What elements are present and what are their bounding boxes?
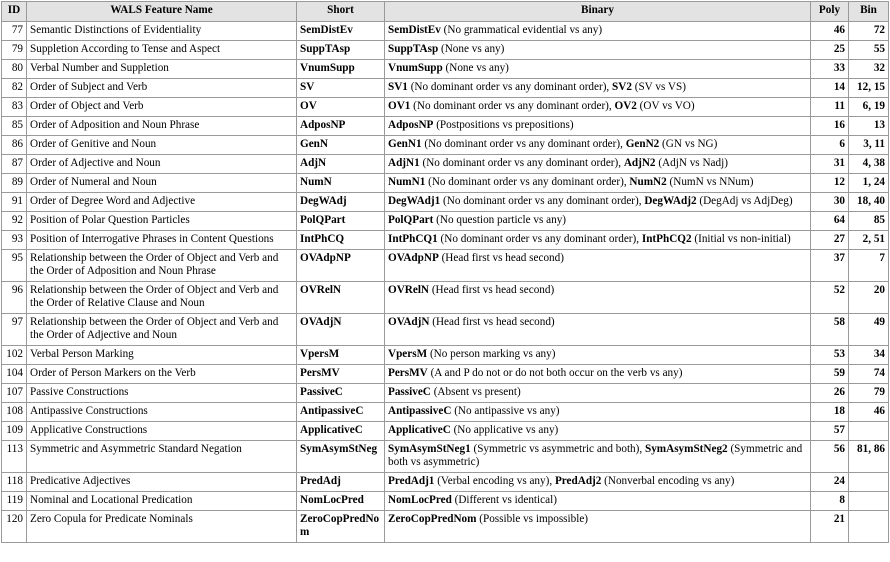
table-row: [2, 193, 889, 212]
poly-count-cell: 14: [811, 79, 849, 98]
feature-id-cell: 89: [2, 174, 27, 193]
binary-description: (None vs any): [438, 43, 505, 55]
bin-values-cell: 81, 86: [849, 441, 889, 473]
short-code-cell: PersMV: [297, 365, 385, 384]
poly-count-cell: 52: [811, 282, 849, 314]
table-row: [2, 492, 889, 511]
binary-description: (No grammatical evidential vs any): [440, 24, 603, 36]
binary-description-cell: [385, 282, 811, 314]
binary-code: AntipassiveC: [388, 405, 452, 417]
bin-values-cell: 32: [849, 60, 889, 79]
binary-description-cell: [385, 511, 811, 543]
binary-description: (No dominant order vs any dominant order),: [419, 157, 624, 169]
binary-code: AdjN1: [388, 157, 420, 169]
feature-name-cell: Applicative Constructions: [27, 422, 297, 441]
binary-description: (No applicative vs any): [450, 424, 559, 436]
short-code-cell: NomLocPred: [297, 492, 385, 511]
binary-description: (Symmetric and both vs asymmetric): [388, 443, 803, 468]
feature-id-cell: 102: [2, 346, 27, 365]
feature-id-cell: 82: [2, 79, 27, 98]
binary-description: (No dominant order vs any dominant order),: [437, 233, 642, 245]
binary-code: PredAdj2: [554, 475, 602, 487]
short-code-cell: SemDistEv: [297, 22, 385, 41]
poly-count-cell: 59: [811, 365, 849, 384]
poly-count-cell: 25: [811, 41, 849, 60]
binary-description: (OV vs VO): [636, 100, 695, 112]
binary-description: (Head first vs head second): [438, 252, 564, 264]
table-row: [2, 250, 889, 282]
binary-description-cell: [385, 22, 811, 41]
binary-code: PassiveC: [388, 386, 431, 398]
binary-description-cell: [385, 60, 811, 79]
feature-id-cell: 79: [2, 41, 27, 60]
table-row: [2, 41, 889, 60]
binary-description-cell: [385, 98, 811, 117]
short-code-cell: VnumSupp: [297, 60, 385, 79]
short-code-cell: PredAdj: [297, 473, 385, 492]
feature-id-cell: 109: [2, 422, 27, 441]
poly-count-cell: 31: [811, 155, 849, 174]
binary-code: SemDistEv: [388, 24, 441, 36]
feature-id-cell: 113: [2, 441, 27, 473]
table-row: [2, 365, 889, 384]
feature-id-cell: 91: [2, 193, 27, 212]
binary-description: (No dominant order vs any dominant order),: [425, 176, 630, 188]
bin-values-cell: 72: [849, 22, 889, 41]
bin-values-cell: 2, 51: [849, 231, 889, 250]
binary-code: SymAsymStNeg2: [644, 443, 728, 455]
short-code-cell: GenN: [297, 136, 385, 155]
short-column-header: Short: [297, 2, 385, 22]
feature-id-cell: 104: [2, 365, 27, 384]
poly-count-cell: 30: [811, 193, 849, 212]
binary-code: AdposNP: [388, 119, 434, 131]
binary-description: (No dominant order vs any dominant order),: [407, 81, 613, 93]
binary-column-header: Binary: [385, 2, 811, 22]
binary-code: PolQPart: [388, 214, 434, 226]
bin-values-cell: 18, 40: [849, 193, 889, 212]
short-code-cell: DegWAdj: [297, 193, 385, 212]
feature-id-cell: 87: [2, 155, 27, 174]
binary-code: OV1: [388, 100, 411, 112]
bin-values-cell: 13: [849, 117, 889, 136]
bin-values-cell: 3, 11: [849, 136, 889, 155]
binary-description-cell: [385, 441, 811, 473]
binary-code: IntPhCQ1: [388, 233, 438, 245]
binary-description-cell: [385, 314, 811, 346]
table-row: [2, 212, 889, 231]
short-code-cell: VpersM: [297, 346, 385, 365]
feature-name-cell: Order of Object and Verb: [27, 98, 297, 117]
id-column-header: ID: [2, 2, 27, 22]
poly-count-cell: 26: [811, 384, 849, 403]
short-code-cell: PassiveC: [297, 384, 385, 403]
binary-description: (A and P do not or do not both occur on the verb vs any): [427, 367, 683, 379]
bin-values-cell: 79: [849, 384, 889, 403]
binary-code: PersMV: [388, 367, 428, 379]
binary-description-cell: [385, 41, 811, 60]
bin-values-cell: 7: [849, 250, 889, 282]
feature-name-cell: Zero Copula for Predicate Nominals: [27, 511, 297, 543]
table-row: [2, 174, 889, 193]
binary-code: OV2: [614, 100, 637, 112]
poly-count-cell: 46: [811, 22, 849, 41]
poly-column-header: Poly: [811, 2, 849, 22]
short-code-cell: OVRelN: [297, 282, 385, 314]
poly-count-cell: 56: [811, 441, 849, 473]
table-row: [2, 136, 889, 155]
short-code-cell: SV: [297, 79, 385, 98]
binary-code: NumN1: [388, 176, 426, 188]
bin-values-cell: [849, 473, 889, 492]
table-row: [2, 282, 889, 314]
feature-id-cell: 108: [2, 403, 27, 422]
table-row: [2, 403, 889, 422]
binary-code: AdjN2: [623, 157, 656, 169]
table-row: [2, 60, 889, 79]
binary-description: (None vs any): [442, 62, 509, 74]
short-code-cell: NumN: [297, 174, 385, 193]
poly-count-cell: 33: [811, 60, 849, 79]
short-code-cell: OVAdjN: [297, 314, 385, 346]
short-code-cell: ZeroCopPredNom: [297, 511, 385, 543]
poly-count-cell: 8: [811, 492, 849, 511]
bin-column-header: Bin: [849, 2, 889, 22]
binary-code: SV2: [612, 81, 632, 93]
table-header: [2, 2, 889, 22]
table-row: [2, 117, 889, 136]
feature-name-cell: Predicative Adjectives: [27, 473, 297, 492]
feature-id-cell: 92: [2, 212, 27, 231]
binary-code: IntPhCQ2: [641, 233, 692, 245]
poly-count-cell: 16: [811, 117, 849, 136]
table-row: [2, 441, 889, 473]
binary-description: (No dominant order vs any dominant order),: [410, 100, 615, 112]
binary-code: PredAdj1: [388, 475, 435, 487]
feature-name-cell: Order of Genitive and Noun: [27, 136, 297, 155]
binary-code: DegWAdj1: [388, 195, 441, 207]
binary-description-cell: [385, 473, 811, 492]
binary-description-cell: [385, 384, 811, 403]
bin-values-cell: 20: [849, 282, 889, 314]
binary-code: VpersM: [388, 348, 428, 360]
poly-count-cell: 53: [811, 346, 849, 365]
feature-name-cell: Relationship between the Order of Object and Verb and the Order of Adjective and Noun: [27, 314, 297, 346]
binary-description: (GN vs NG): [659, 138, 718, 150]
binary-description: (No dominant order vs any dominant order),: [440, 195, 645, 207]
table-row: [2, 346, 889, 365]
binary-description-cell: [385, 231, 811, 250]
poly-count-cell: 64: [811, 212, 849, 231]
feature-id-cell: 80: [2, 60, 27, 79]
table-row: [2, 314, 889, 346]
short-code-cell: SymAsymStNeg: [297, 441, 385, 473]
binary-description: (Initial vs non-initial): [691, 233, 791, 245]
poly-count-cell: 24: [811, 473, 849, 492]
table-row: [2, 22, 889, 41]
feature-name-cell: Passive Constructions: [27, 384, 297, 403]
feature-id-cell: 83: [2, 98, 27, 117]
binary-description-cell: [385, 492, 811, 511]
binary-code: ApplicativeC: [388, 424, 451, 436]
binary-description-cell: [385, 346, 811, 365]
binary-code: SymAsymStNeg1: [388, 443, 471, 455]
feature-name-cell: Relationship between the Order of Object and Verb and the Order of Adposition and Noun Phrase: [27, 250, 297, 282]
binary-code: SV1: [388, 81, 408, 93]
feature-name-cell: Position of Interrogative Phrases in Content Questions: [27, 231, 297, 250]
table-row: [2, 473, 889, 492]
table-row: [2, 79, 889, 98]
table-row: [2, 384, 889, 403]
table-row: [2, 231, 889, 250]
poly-count-cell: 57: [811, 422, 849, 441]
feature-id-cell: 97: [2, 314, 27, 346]
poly-count-cell: 27: [811, 231, 849, 250]
binary-description-cell: [385, 422, 811, 441]
bin-values-cell: 55: [849, 41, 889, 60]
feature-id-cell: 95: [2, 250, 27, 282]
binary-description: (Absent vs present): [430, 386, 521, 398]
short-code-cell: OV: [297, 98, 385, 117]
feature-id-cell: 120: [2, 511, 27, 543]
feature-name-cell: Nominal and Locational Predication: [27, 492, 297, 511]
binary-description-cell: [385, 136, 811, 155]
feature-name-cell: Order of Person Markers on the Verb: [27, 365, 297, 384]
binary-code: ZeroCopPredNom: [388, 513, 477, 525]
poly-count-cell: 18: [811, 403, 849, 422]
binary-description: (Verbal encoding vs any),: [434, 475, 555, 487]
bin-values-cell: [849, 492, 889, 511]
bin-values-cell: 4, 38: [849, 155, 889, 174]
binary-description-cell: [385, 403, 811, 422]
binary-description-cell: [385, 79, 811, 98]
table-body: [2, 22, 889, 543]
bin-values-cell: 74: [849, 365, 889, 384]
wals-features-table: [1, 1, 889, 543]
poly-count-cell: 58: [811, 314, 849, 346]
feature-name-cell: Order of Degree Word and Adjective: [27, 193, 297, 212]
feature-name-cell: Position of Polar Question Particles: [27, 212, 297, 231]
binary-description: (DegAdj vs AdjDeg): [696, 195, 793, 207]
table-row: [2, 511, 889, 543]
binary-description-cell: [385, 365, 811, 384]
feature-name-cell: Order of Adjective and Noun: [27, 155, 297, 174]
table-row: [2, 98, 889, 117]
short-code-cell: IntPhCQ: [297, 231, 385, 250]
feature-id-cell: 107: [2, 384, 27, 403]
short-code-cell: AdjN: [297, 155, 385, 174]
binary-description: (No question particle vs any): [433, 214, 567, 226]
feature-name-cell: Verbal Person Marking: [27, 346, 297, 365]
binary-description: (NumN vs NNum): [666, 176, 754, 188]
feature-name-column-header: WALS Feature Name: [27, 2, 297, 22]
bin-values-cell: [849, 422, 889, 441]
binary-code: SuppTAsp: [388, 43, 439, 55]
binary-code: OVRelN: [388, 284, 430, 296]
bin-values-cell: [849, 511, 889, 543]
binary-description-cell: [385, 250, 811, 282]
short-code-cell: AntipassiveC: [297, 403, 385, 422]
poly-count-cell: 21: [811, 511, 849, 543]
short-code-cell: PolQPart: [297, 212, 385, 231]
feature-name-cell: Relationship between the Order of Object and Verb and the Order of Relative Clause and Noun: [27, 282, 297, 314]
feature-name-cell: Suppletion According to Tense and Aspect: [27, 41, 297, 60]
binary-description-cell: [385, 174, 811, 193]
table-row: [2, 422, 889, 441]
binary-description-cell: [385, 212, 811, 231]
binary-code: OVAdpNP: [388, 252, 439, 264]
binary-code: OVAdjN: [388, 316, 430, 328]
feature-id-cell: 96: [2, 282, 27, 314]
feature-id-cell: 77: [2, 22, 27, 41]
feature-id-cell: 93: [2, 231, 27, 250]
feature-id-cell: 119: [2, 492, 27, 511]
header-row: [2, 2, 889, 22]
bin-values-cell: 1, 24: [849, 174, 889, 193]
binary-code: GenN1: [388, 138, 422, 150]
binary-description: (Different vs identical): [451, 494, 557, 506]
binary-description: (Postpositions vs prepositions): [433, 119, 574, 131]
binary-code: NumN2: [629, 176, 667, 188]
bin-values-cell: 49: [849, 314, 889, 346]
feature-id-cell: 85: [2, 117, 27, 136]
binary-code: NomLocPred: [388, 494, 452, 506]
binary-description: (SV vs VS): [631, 81, 686, 93]
binary-description: (No antipassive vs any): [451, 405, 560, 417]
binary-description: (Nonverbal encoding vs any): [601, 475, 735, 487]
bin-values-cell: 85: [849, 212, 889, 231]
short-code-cell: ApplicativeC: [297, 422, 385, 441]
bin-values-cell: 12, 15: [849, 79, 889, 98]
bin-values-cell: 34: [849, 346, 889, 365]
binary-code: DegWAdj2: [644, 195, 697, 207]
feature-name-cell: Antipassive Constructions: [27, 403, 297, 422]
binary-description-cell: [385, 193, 811, 212]
short-code-cell: AdposNP: [297, 117, 385, 136]
binary-description-cell: [385, 155, 811, 174]
binary-description: (No person marking vs any): [427, 348, 556, 360]
poly-count-cell: 11: [811, 98, 849, 117]
binary-description: (AdjN vs Nadj): [655, 157, 728, 169]
binary-code: GenN2: [625, 138, 660, 150]
poly-count-cell: 37: [811, 250, 849, 282]
feature-name-cell: Order of Numeral and Noun: [27, 174, 297, 193]
feature-id-cell: 86: [2, 136, 27, 155]
binary-description: (Possible vs impossible): [476, 513, 589, 525]
table-row: [2, 155, 889, 174]
binary-description: (Head first vs head second): [429, 284, 555, 296]
bin-values-cell: 46: [849, 403, 889, 422]
binary-description: (No dominant order vs any dominant order),: [421, 138, 626, 150]
feature-name-cell: Verbal Number and Suppletion: [27, 60, 297, 79]
short-code-cell: SuppTAsp: [297, 41, 385, 60]
feature-id-cell: 118: [2, 473, 27, 492]
binary-description-cell: [385, 117, 811, 136]
feature-name-cell: Order of Subject and Verb: [27, 79, 297, 98]
feature-name-cell: Order of Adposition and Noun Phrase: [27, 117, 297, 136]
feature-name-cell: Semantic Distinctions of Evidentiality: [27, 22, 297, 41]
poly-count-cell: 12: [811, 174, 849, 193]
binary-description: (Symmetric vs asymmetric and both),: [470, 443, 645, 455]
binary-code: VnumSupp: [388, 62, 443, 74]
binary-description: (Head first vs head second): [429, 316, 555, 328]
short-code-cell: OVAdpNP: [297, 250, 385, 282]
feature-name-cell: Symmetric and Asymmetric Standard Negation: [27, 441, 297, 473]
bin-values-cell: 6, 19: [849, 98, 889, 117]
poly-count-cell: 6: [811, 136, 849, 155]
